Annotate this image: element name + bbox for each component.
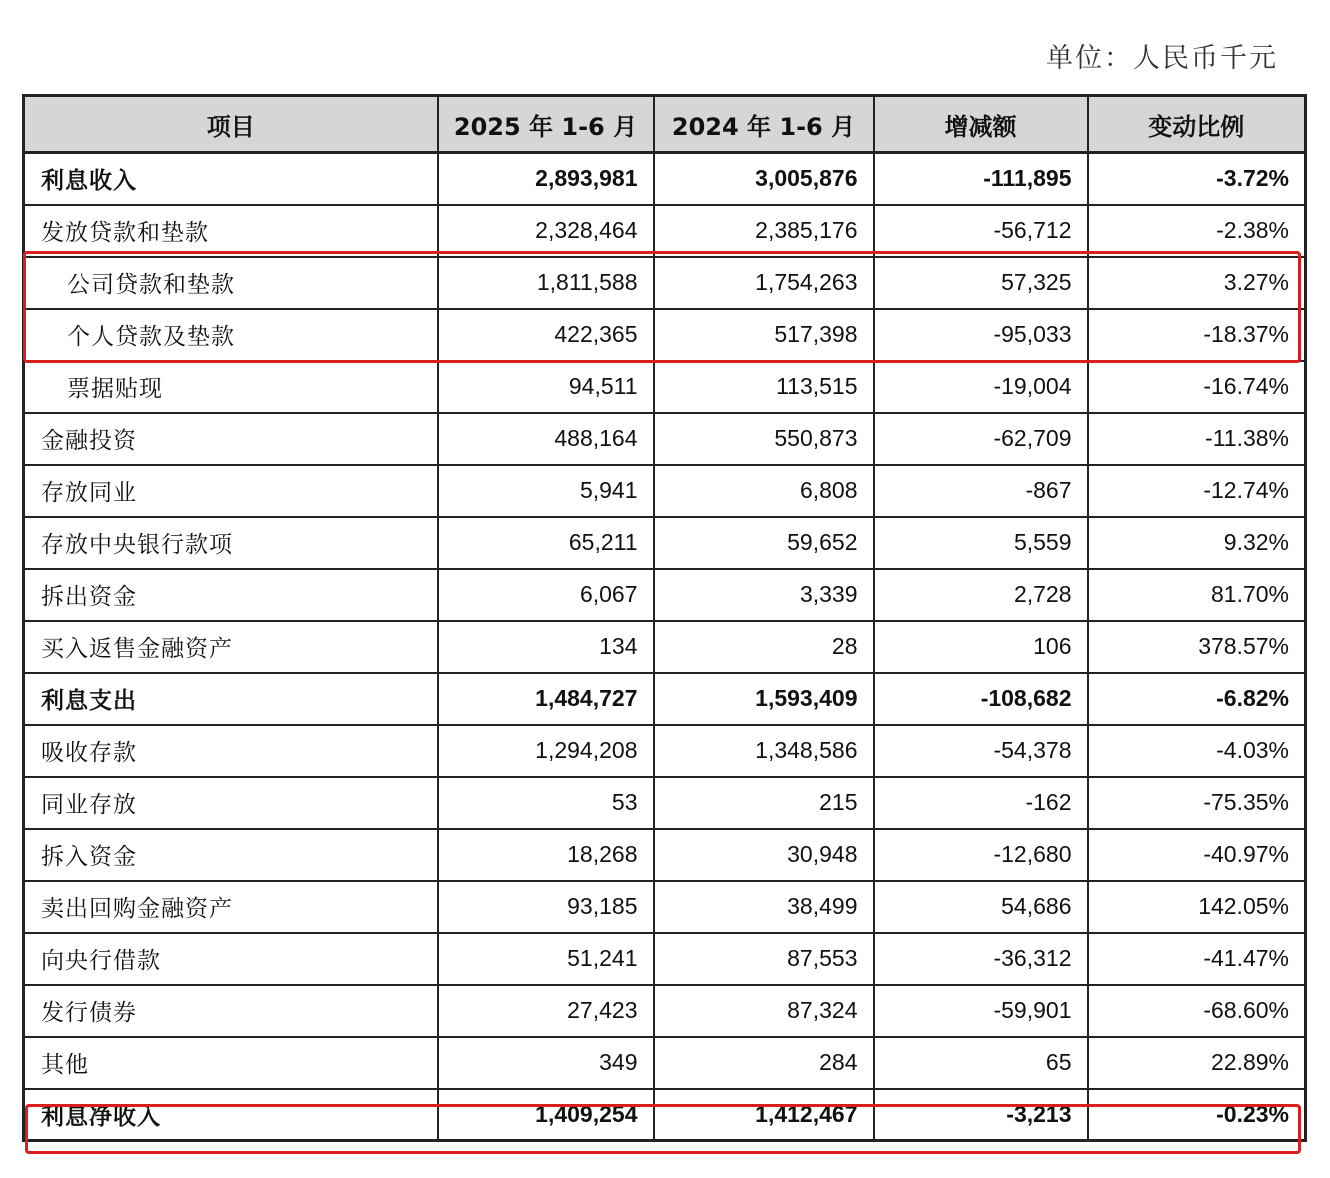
row-label: 拆入资金 bbox=[24, 829, 438, 881]
row-label: 吸收存款 bbox=[24, 725, 438, 777]
value-2025: 422,365 bbox=[438, 309, 654, 361]
change-amount: -867 bbox=[874, 465, 1088, 517]
change-ratio: 3.27% bbox=[1088, 257, 1306, 309]
value-2024: 59,652 bbox=[654, 517, 874, 569]
value-2024: 215 bbox=[654, 777, 874, 829]
change-amount: -162 bbox=[874, 777, 1088, 829]
value-2025: 134 bbox=[438, 621, 654, 673]
row-label: 买入返售金融资产 bbox=[24, 621, 438, 673]
row-label: 卖出回购金融资产 bbox=[24, 881, 438, 933]
change-ratio: 142.05% bbox=[1088, 881, 1306, 933]
value-2025: 1,409,254 bbox=[438, 1089, 654, 1141]
change-amount: -59,901 bbox=[874, 985, 1088, 1037]
change-ratio: -11.38% bbox=[1088, 413, 1306, 465]
header-2024-h1: 2024 年 1-6 月 bbox=[654, 96, 874, 153]
value-2025: 1,484,727 bbox=[438, 673, 654, 725]
row-label: 存放中央银行款项 bbox=[24, 517, 438, 569]
change-ratio: -16.74% bbox=[1088, 361, 1306, 413]
value-2025: 18,268 bbox=[438, 829, 654, 881]
change-ratio: -2.38% bbox=[1088, 205, 1306, 257]
change-ratio: -0.23% bbox=[1088, 1089, 1306, 1141]
value-2025: 94,511 bbox=[438, 361, 654, 413]
table-row bbox=[24, 361, 1306, 413]
value-2024: 30,948 bbox=[654, 829, 874, 881]
change-ratio: 9.32% bbox=[1088, 517, 1306, 569]
value-2024: 550,873 bbox=[654, 413, 874, 465]
table-row bbox=[24, 829, 1306, 881]
change-amount: 65 bbox=[874, 1037, 1088, 1089]
value-2024: 1,593,409 bbox=[654, 673, 874, 725]
row-label: 存放同业 bbox=[24, 465, 438, 517]
value-2024: 87,324 bbox=[654, 985, 874, 1037]
value-2024: 2,385,176 bbox=[654, 205, 874, 257]
change-amount: 106 bbox=[874, 621, 1088, 673]
value-2025: 51,241 bbox=[438, 933, 654, 985]
change-amount: -12,680 bbox=[874, 829, 1088, 881]
unit-label: 单位：人民币千元 bbox=[1046, 43, 1278, 74]
value-2025: 2,328,464 bbox=[438, 205, 654, 257]
change-amount: -62,709 bbox=[874, 413, 1088, 465]
value-2025: 488,164 bbox=[438, 413, 654, 465]
value-2024: 6,808 bbox=[654, 465, 874, 517]
row-label: 票据贴现 bbox=[24, 361, 438, 413]
value-2025: 349 bbox=[438, 1037, 654, 1089]
change-ratio: 81.70% bbox=[1088, 569, 1306, 621]
table-row bbox=[24, 621, 1306, 673]
value-2025: 2,893,981 bbox=[438, 153, 654, 205]
change-amount: -36,312 bbox=[874, 933, 1088, 985]
value-2024: 3,005,876 bbox=[654, 153, 874, 205]
value-2024: 284 bbox=[654, 1037, 874, 1089]
change-amount: -108,682 bbox=[874, 673, 1088, 725]
change-ratio: -40.97% bbox=[1088, 829, 1306, 881]
table-row bbox=[24, 1089, 1306, 1141]
value-2024: 28 bbox=[654, 621, 874, 673]
row-label: 同业存放 bbox=[24, 777, 438, 829]
value-2024: 1,348,586 bbox=[654, 725, 874, 777]
table-row bbox=[24, 985, 1306, 1037]
change-amount: -19,004 bbox=[874, 361, 1088, 413]
row-label: 公司贷款和垫款 bbox=[24, 257, 438, 309]
change-amount: 54,686 bbox=[874, 881, 1088, 933]
table-row bbox=[24, 465, 1306, 517]
change-ratio: -68.60% bbox=[1088, 985, 1306, 1037]
change-ratio: 378.57% bbox=[1088, 621, 1306, 673]
table-row bbox=[24, 569, 1306, 621]
header-change-ratio: 变动比例 bbox=[1088, 96, 1306, 153]
change-ratio: 22.89% bbox=[1088, 1037, 1306, 1089]
table-row bbox=[24, 413, 1306, 465]
change-amount: 57,325 bbox=[874, 257, 1088, 309]
row-label: 拆出资金 bbox=[24, 569, 438, 621]
change-ratio: -4.03% bbox=[1088, 725, 1306, 777]
row-label: 其他 bbox=[24, 1037, 438, 1089]
change-ratio: -75.35% bbox=[1088, 777, 1306, 829]
row-label: 利息净收入 bbox=[24, 1089, 438, 1141]
row-label: 利息收入 bbox=[24, 153, 438, 205]
table-row bbox=[24, 517, 1306, 569]
value-2025: 1,811,588 bbox=[438, 257, 654, 309]
change-amount: -95,033 bbox=[874, 309, 1088, 361]
change-ratio: -6.82% bbox=[1088, 673, 1306, 725]
table-row bbox=[24, 1037, 1306, 1089]
change-amount: -111,895 bbox=[874, 153, 1088, 205]
value-2024: 517,398 bbox=[654, 309, 874, 361]
value-2024: 1,754,263 bbox=[654, 257, 874, 309]
value-2025: 93,185 bbox=[438, 881, 654, 933]
table-row bbox=[24, 309, 1306, 361]
row-label: 个人贷款及垫款 bbox=[24, 309, 438, 361]
row-label: 利息支出 bbox=[24, 673, 438, 725]
change-amount: -54,378 bbox=[874, 725, 1088, 777]
row-label: 发放贷款和垫款 bbox=[24, 205, 438, 257]
change-ratio: -18.37% bbox=[1088, 309, 1306, 361]
table-row bbox=[24, 153, 1306, 205]
value-2024: 1,412,467 bbox=[654, 1089, 874, 1141]
row-label: 向央行借款 bbox=[24, 933, 438, 985]
value-2024: 87,553 bbox=[654, 933, 874, 985]
header-2025-h1: 2025 年 1-6 月 bbox=[438, 96, 654, 153]
table-header-row bbox=[24, 96, 1306, 153]
change-amount: 2,728 bbox=[874, 569, 1088, 621]
change-amount: -56,712 bbox=[874, 205, 1088, 257]
value-2024: 3,339 bbox=[654, 569, 874, 621]
value-2024: 38,499 bbox=[654, 881, 874, 933]
table-row bbox=[24, 257, 1306, 309]
header-change-amount: 增减额 bbox=[874, 96, 1088, 153]
change-ratio: -41.47% bbox=[1088, 933, 1306, 985]
change-amount: 5,559 bbox=[874, 517, 1088, 569]
interest-income-table bbox=[22, 94, 1307, 1142]
value-2025: 27,423 bbox=[438, 985, 654, 1037]
value-2025: 65,211 bbox=[438, 517, 654, 569]
table-row bbox=[24, 933, 1306, 985]
row-label: 金融投资 bbox=[24, 413, 438, 465]
change-ratio: -3.72% bbox=[1088, 153, 1306, 205]
value-2024: 113,515 bbox=[654, 361, 874, 413]
value-2025: 6,067 bbox=[438, 569, 654, 621]
value-2025: 5,941 bbox=[438, 465, 654, 517]
row-label: 发行债券 bbox=[24, 985, 438, 1037]
table-row bbox=[24, 777, 1306, 829]
change-amount: -3,213 bbox=[874, 1089, 1088, 1141]
table-row bbox=[24, 725, 1306, 777]
table-row bbox=[24, 205, 1306, 257]
value-2025: 53 bbox=[438, 777, 654, 829]
change-ratio: -12.74% bbox=[1088, 465, 1306, 517]
table-row bbox=[24, 881, 1306, 933]
header-item: 项目 bbox=[24, 96, 438, 153]
table-row bbox=[24, 673, 1306, 725]
value-2025: 1,294,208 bbox=[438, 725, 654, 777]
